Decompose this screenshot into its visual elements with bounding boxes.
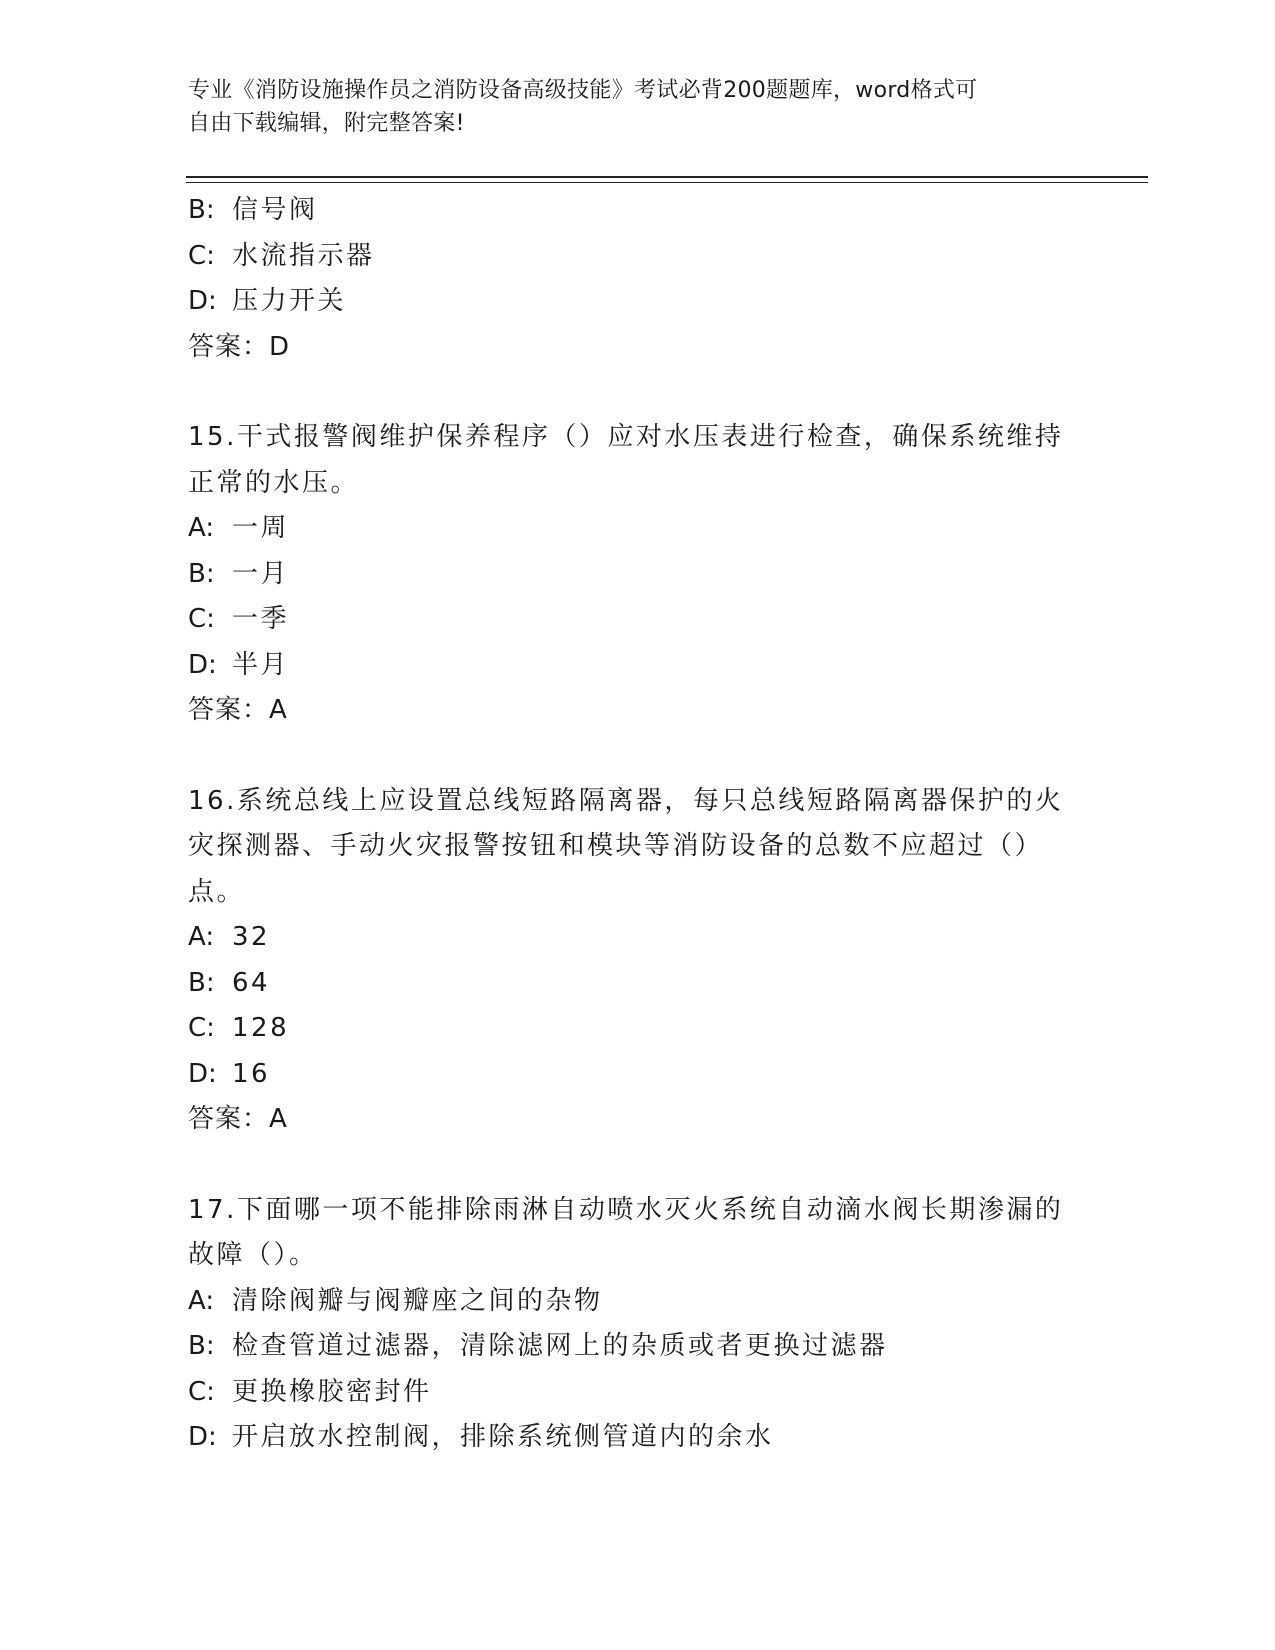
option-text: 16 [232, 1058, 271, 1089]
option-letter: C: [188, 1013, 215, 1043]
answer: 答案：A [188, 1104, 288, 1134]
option-text: 压力开关 [232, 286, 347, 316]
option-d [188, 1415, 1088, 1461]
question-15 [188, 415, 1088, 734]
question-stem-line: 灾探测器、手动火灾报警按钮和模块等消防设备的总数不应超过（） [188, 831, 1044, 861]
option-a [188, 915, 1088, 961]
question-stem-line: 故障（）。 [188, 1240, 318, 1270]
option-text: 64 [232, 967, 271, 998]
option-text: 32 [232, 922, 271, 952]
option-letter: B: [188, 967, 215, 998]
option-letter: C: [188, 1376, 215, 1407]
option-text: 128 [232, 1013, 290, 1043]
option-b [188, 961, 1088, 1007]
option-text: 一季 [232, 604, 290, 634]
question-stem-line: 17.下面哪一项不能排除雨淋自动喷水灭火系统自动滴水阀长期渗漏的 [188, 1194, 1064, 1225]
option-b [188, 552, 1088, 598]
option-c [188, 1006, 1088, 1052]
option-letter: A: [188, 1285, 215, 1316]
question-stem-line: 正常的水压。 [188, 467, 360, 498]
option-letter: D: [188, 649, 217, 680]
option-letter: D: [188, 1422, 217, 1452]
option-letter: C: [188, 240, 215, 271]
question-17 [188, 1188, 1088, 1461]
option-b [188, 1324, 1088, 1370]
option-letter: D: [188, 1058, 217, 1089]
option-text: 清除阀瓣与阀瓣座之间的杂物 [232, 1285, 603, 1316]
header-line-1: 专业《消防设施操作员之消防设备高级技能》考试必背200题题库，word格式可 [188, 78, 978, 103]
option-text: 信号阀 [232, 195, 318, 225]
document-header [188, 74, 1088, 140]
header-rule-thick [186, 176, 1148, 178]
header-line-2: 自由下载编辑，附完整答案! [188, 111, 465, 136]
previous-question-options [188, 188, 1088, 370]
option-letter: C: [188, 604, 215, 634]
option-text: 开启放水控制阀，排除系统侧管道内的余水 [232, 1422, 774, 1452]
option-text: 检查管道过滤器，清除滤网上的杂质或者更换过滤器 [232, 1331, 888, 1361]
option-c [188, 1370, 1088, 1416]
question-stem-line: 点。 [188, 876, 246, 907]
option-letter: B: [188, 558, 215, 589]
question-16 [188, 779, 1088, 1143]
option-text: 更换橡胶密封件 [232, 1376, 432, 1407]
option-letter: A: [188, 922, 215, 952]
answer: 答案：A [188, 695, 288, 725]
option-text: 水流指示器 [232, 240, 375, 271]
question-content [188, 188, 1088, 1461]
option-d [188, 1052, 1088, 1098]
option-c [188, 597, 1088, 643]
option-d [188, 643, 1088, 689]
option-d [188, 279, 1088, 325]
option-text: 一月 [232, 558, 290, 589]
option-a [188, 506, 1088, 552]
option-letter: B: [188, 1331, 215, 1361]
option-letter: A: [188, 513, 215, 543]
option-text: 半月 [232, 649, 290, 680]
option-c [188, 234, 1088, 280]
option-a [188, 1279, 1088, 1325]
answer: 答案：D [188, 331, 291, 362]
option-letter: D: [188, 286, 217, 316]
question-stem-line: 16.系统总线上应设置总线短路隔离器，每只总线短路隔离器保护的火 [188, 785, 1064, 816]
option-b [188, 188, 1088, 234]
question-stem-line: 15.干式报警阀维护保养程序（）应对水压表进行检查，确保系统维持 [188, 422, 1064, 452]
option-text: 一周 [232, 513, 290, 543]
option-letter: B: [188, 195, 215, 225]
header-rule-thin [186, 182, 1148, 183]
